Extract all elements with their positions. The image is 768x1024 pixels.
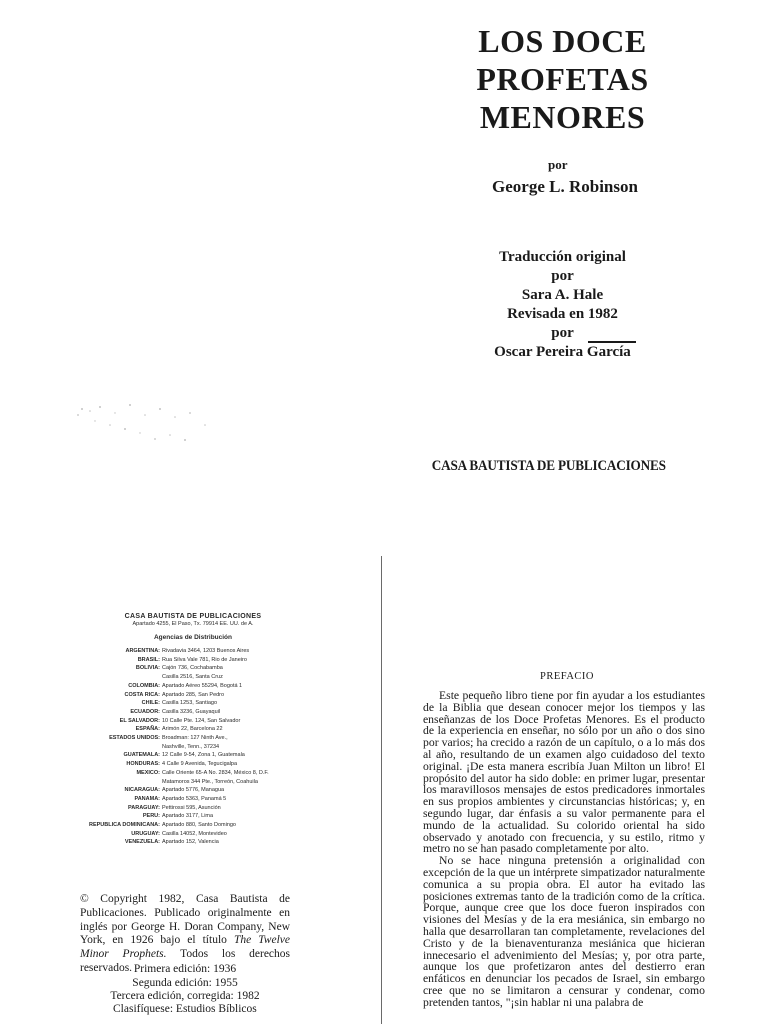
title-line: LOS DOCE xyxy=(478,23,647,59)
agency-row xyxy=(88,717,298,726)
agency-row xyxy=(88,760,298,769)
strikethrough-mark xyxy=(588,341,636,343)
agency-row xyxy=(88,751,298,760)
agency-address: Apartado 5363, Panamá 5 xyxy=(162,795,227,802)
publisher-name: CASA BAUTISTA DE PUBLICACIONES xyxy=(431,458,666,474)
credit-line: Traducción original xyxy=(499,249,626,265)
agency-row xyxy=(88,838,298,847)
agency-address: Apartado 880, Santo Domingo xyxy=(162,822,236,829)
agency-row xyxy=(88,656,298,665)
classification: Clasifíquese: Estudios Bíblicos xyxy=(113,1003,257,1015)
agency-address: Broadman: 127 Ninth Ave., xyxy=(162,735,228,742)
copyright-rights: Todos los derechos reservados. xyxy=(80,948,290,974)
agency-row xyxy=(88,691,298,700)
agency-country: MEXICO: xyxy=(136,769,160,776)
agency-address: Casilla 1253, Santiago xyxy=(162,700,218,707)
agency-country: URUGUAY: xyxy=(131,830,160,837)
agency-row xyxy=(88,647,298,656)
agency-country: ARGENTINA: xyxy=(125,648,160,654)
credit-line: Sara A. Hale xyxy=(521,287,604,303)
agency-row xyxy=(88,725,298,734)
agency-country: GUATEMALA: xyxy=(123,752,160,759)
by-label: por xyxy=(548,157,568,172)
agency-row xyxy=(88,708,298,717)
agency-country: ESTADOS UNIDOS: xyxy=(109,735,160,742)
agency-address: 4 Calle 9 Avenida, Tegucigalpa xyxy=(162,761,238,768)
preface-paragraph: Este pequeño libro tiene por fin ayudar a los estudiantes de la Biblia que desean conocer mejor los tiempos y las enseñanzas de los Doce Profetas Menores. Es el producto de la experiencia en enseñar, no sólo por un año o dos sino por varios; ha crecido a razón de un capítulo, o a lo más dos al año, resultando de un examen algo cuidadoso del texto original. ¡De esta manera escribía Juan Milton un libro! El propósito del autor ha sido doble: en primer lugar, presentar los maravillosos mensajes de estos predicadores inmortales en sus propios ambientes y circunstancias históricas; y, en segundo lugar, dar énfasis a su valor permanente para el mundo de la actualidad. Su colorido oriental ha sido observado y anotado con frecuencia, y su estilo, ritmo y metro no se han pasado completamente por alto. xyxy=(423,689,705,856)
edition-line: Segunda edición: 1955 xyxy=(132,976,238,989)
agency-row xyxy=(88,830,298,839)
agency-country: NICARAGUA: xyxy=(124,787,160,794)
preface-paragraph: No se hace ninguna pretensión a originalidad con excepción de la que un intérprete simpatizador naturalmente comunica a su propia obra. El autor ha evitado las posiciones extremas tanto de la tradición como de la crítica. Porque, aunque cree que los doce fueron inspirados con visiones del Mesías y de la era mesiánica, sin embargo no halla que desarrollaran tan completamente, revelaciones del Cristo y de la bienaventuranza mesiánica que hicieran innecesario el advenimiento del Mesías; y, por otra parte, aunque los que profetizaron antes del destierro eran enfáticos en denunciar los pecados de Israel, sin embargo cree que no se limitaron a censurar y condenar, como pretenden tantos, "¡sin hablar ni una palabra de xyxy=(423,854,706,1009)
book-title xyxy=(440,22,685,136)
agency-row xyxy=(88,769,298,778)
agency-country xyxy=(88,778,162,787)
translation-credits xyxy=(470,248,655,362)
agency-row xyxy=(88,734,298,743)
reviser-surname: García xyxy=(586,344,631,360)
scan-smudge xyxy=(70,395,220,445)
credit-line: Revisada en 1982 xyxy=(507,306,618,322)
agency-address: 10 Calle Pte. 124, San Salvador xyxy=(162,717,241,724)
agency-address: Pettirossi 595, Asunción xyxy=(162,804,221,811)
agency-address: Nashville, Tenn., 37234 xyxy=(162,743,220,750)
agency-address: Apartado Aéreo 55294, Bogotá 1 xyxy=(162,682,243,689)
reviser-name: Oscar Pereira xyxy=(494,344,584,360)
agency-country: COSTA RICA: xyxy=(124,691,160,698)
publisher-address: Apartado 4255, El Paso, Tx. 79914 EE. UU. de A. xyxy=(132,621,254,627)
agency-address: Apartado 3177, Lima xyxy=(162,813,214,820)
credit-line: por xyxy=(551,325,574,341)
edition-line: Tercera edición, corregida: 1982 xyxy=(110,990,260,1002)
title-line: PROFETAS xyxy=(476,61,649,97)
agency-row xyxy=(88,778,298,787)
agency-country: VENEZUELA: xyxy=(124,839,160,846)
agencies-heading: Agencias de Distribución xyxy=(153,634,233,641)
agency-row xyxy=(88,682,298,691)
agency-address: Apartado 5776, Managua xyxy=(162,787,225,794)
agency-address: 12 Calle 9-54, Zona 1, Guatemala xyxy=(162,752,245,759)
agency-address: Rua Silva Vale 781, Rio de Janeiro xyxy=(162,656,247,663)
original-title: The Twelve Minor Prophets. xyxy=(80,934,290,961)
preface-heading: PREFACIO xyxy=(540,671,594,682)
agency-address: Cajón 736, Cochabamba xyxy=(162,665,223,672)
agency-country: BOLIVIA: xyxy=(135,665,160,672)
agency-address: Apartado 152, Valencia xyxy=(162,839,219,846)
agency-row xyxy=(88,664,298,673)
editions-list xyxy=(80,963,290,1004)
agency-row xyxy=(88,699,298,708)
agency-row xyxy=(88,673,298,682)
agency-row xyxy=(88,804,298,813)
agency-country: HONDURAS: xyxy=(126,761,160,768)
agency-address: Arimón 22, Barcelona 22 xyxy=(162,726,223,733)
edition-line: Primera edición: 1936 xyxy=(133,963,237,975)
agency-country xyxy=(88,743,162,752)
distribution-block xyxy=(88,613,298,847)
agency-address: Casilla 2516, Santa Cruz xyxy=(162,674,223,681)
agency-row xyxy=(88,786,298,795)
agency-row xyxy=(88,812,298,821)
agency-address: Casilla 3236, Guayaquil xyxy=(162,708,221,715)
agency-country: PERU: xyxy=(142,813,160,820)
agency-country xyxy=(88,673,162,682)
page-divider xyxy=(381,556,382,1024)
publisher-heading: CASA BAUTISTA DE PUBLICACIONES xyxy=(124,613,262,620)
agency-country: PARAGUAY: xyxy=(128,804,160,811)
title-line: MENORES xyxy=(479,99,646,135)
agency-row xyxy=(88,821,298,830)
copyright-text: © Copyright 1982, Casa Bautista de Publicaciones. Publicado originalmente en inglés por George H. Doran Company, New York, en 1926 bajo el título xyxy=(80,893,290,947)
author-name: George L. Robinson xyxy=(492,177,638,196)
agency-country: BRASIL: xyxy=(137,656,160,663)
agency-country: ESPAÑA: xyxy=(135,726,160,733)
agency-country: CHILE: xyxy=(141,700,160,707)
agency-address: Casilla 14052, Montevideo xyxy=(162,830,227,837)
agency-address: Apartado 285, San Pedro xyxy=(162,691,225,698)
agency-row xyxy=(88,743,298,752)
agency-country: COLOMBIA: xyxy=(128,682,160,689)
preface-body xyxy=(423,690,705,1009)
agency-country: REPUBLICA DOMINICANA: xyxy=(89,822,160,829)
agency-country: PANAMA: xyxy=(134,795,160,802)
reviser-line xyxy=(470,343,655,362)
agency-row xyxy=(88,795,298,804)
agency-country: EL SALVADOR: xyxy=(119,717,160,724)
credit-line: por xyxy=(551,268,574,284)
agency-address: Rivadavia 3464, 1203 Buenos Aires xyxy=(162,648,250,654)
agency-country: ECUADOR: xyxy=(130,708,160,715)
agency-address: Calle Oriente 65-A No. 2834, México 8, D.F. xyxy=(162,769,269,776)
agency-address: Matamoros 344 Pte., Torreón, Coahuila xyxy=(162,778,258,785)
